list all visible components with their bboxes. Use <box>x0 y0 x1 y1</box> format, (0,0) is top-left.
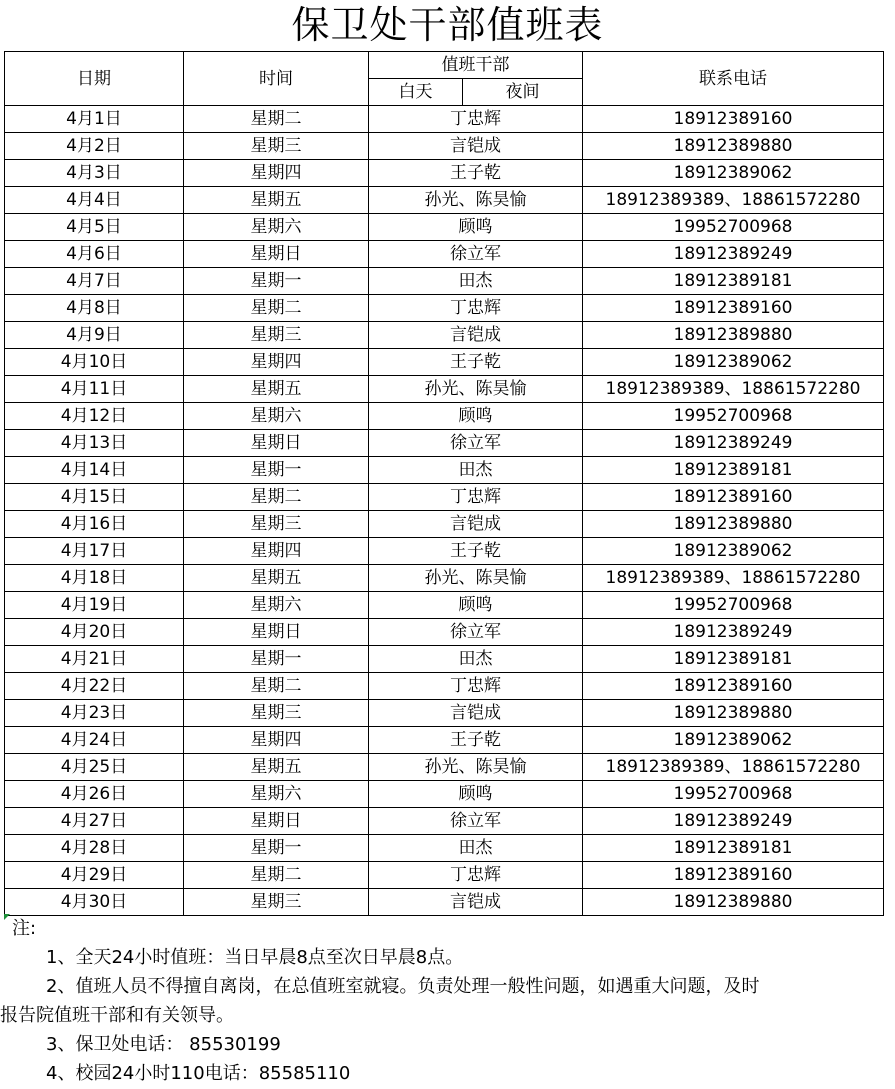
phone-cell[interactable]: 18912389160 <box>583 484 884 511</box>
date-cell[interactable]: 4月7日 <box>5 268 184 295</box>
date-cell[interactable]: 4月10日 <box>5 349 184 376</box>
weekday-cell[interactable]: 星期五 <box>184 754 369 781</box>
weekday-cell[interactable]: 星期四 <box>184 727 369 754</box>
date-cell[interactable]: 4月2日 <box>5 133 184 160</box>
note-item-1[interactable]: 1、全天24小时值班：当日早晨8点至次日早晨8点。 <box>46 947 464 968</box>
duty-name-cell[interactable]: 顾鸣 <box>369 214 583 241</box>
weekday-cell[interactable]: 星期四 <box>184 349 369 376</box>
date-cell[interactable]: 4月25日 <box>5 754 184 781</box>
duty-name-cell[interactable]: 丁忠辉 <box>369 295 583 322</box>
weekday-cell[interactable]: 星期日 <box>184 430 369 457</box>
date-cell[interactable]: 4月11日 <box>5 376 184 403</box>
duty-table <box>4 51 884 916</box>
duty-name-cell[interactable]: 田杰 <box>369 268 583 295</box>
table-row <box>5 538 884 565</box>
duty-name-cell[interactable]: 孙光、陈昊愉 <box>369 187 583 214</box>
phone-cell[interactable]: 18912389181 <box>583 457 884 484</box>
phone-cell[interactable]: 18912389160 <box>583 106 884 133</box>
phone-cell[interactable]: 18912389062 <box>583 349 884 376</box>
duty-name-cell[interactable]: 孙光、陈昊愉 <box>369 565 583 592</box>
date-cell[interactable]: 4月15日 <box>5 484 184 511</box>
weekday-cell[interactable]: 星期三 <box>184 889 369 916</box>
note-item-2[interactable]: 2、值班人员不得擅自离岗，在总值班室就寝。负责处理一般性问题，如遇重大问题，及时 <box>46 976 760 997</box>
table-row <box>5 889 884 916</box>
date-cell[interactable]: 4月4日 <box>5 187 184 214</box>
duty-name-cell[interactable]: 田杰 <box>369 835 583 862</box>
date-cell[interactable]: 4月8日 <box>5 295 184 322</box>
duty-name-cell[interactable]: 顾鸣 <box>369 403 583 430</box>
table-row <box>5 592 884 619</box>
duty-name-cell[interactable]: 丁忠辉 <box>369 862 583 889</box>
duty-name-cell[interactable]: 徐立军 <box>369 619 583 646</box>
phone-cell[interactable]: 18912389181 <box>583 835 884 862</box>
duty-name-cell[interactable]: 孙光、陈昊愉 <box>369 754 583 781</box>
date-cell[interactable]: 4月14日 <box>5 457 184 484</box>
duty-name-cell[interactable]: 丁忠辉 <box>369 106 583 133</box>
phone-cell[interactable]: 19952700968 <box>583 403 884 430</box>
duty-name-cell[interactable]: 王子乾 <box>369 727 583 754</box>
date-cell[interactable]: 4月19日 <box>5 592 184 619</box>
weekday-cell[interactable]: 星期一 <box>184 646 369 673</box>
notes-heading[interactable]: 注: <box>12 918 37 939</box>
weekday-cell[interactable]: 星期二 <box>184 673 369 700</box>
weekday-cell[interactable]: 星期五 <box>184 187 369 214</box>
phone-cell[interactable]: 18912389181 <box>583 268 884 295</box>
weekday-cell[interactable]: 星期六 <box>184 781 369 808</box>
weekday-cell[interactable]: 星期日 <box>184 241 369 268</box>
table-row <box>5 241 884 268</box>
duty-name-cell[interactable]: 丁忠辉 <box>369 484 583 511</box>
notes-section <box>0 914 895 1088</box>
weekday-cell[interactable]: 星期二 <box>184 862 369 889</box>
weekday-cell[interactable]: 星期三 <box>184 133 369 160</box>
table-row <box>5 781 884 808</box>
date-cell[interactable]: 4月20日 <box>5 619 184 646</box>
weekday-cell[interactable]: 星期一 <box>184 835 369 862</box>
phone-cell[interactable]: 18912389880 <box>583 889 884 916</box>
duty-name-cell[interactable]: 言铠成 <box>369 511 583 538</box>
table-row <box>5 268 884 295</box>
date-cell[interactable]: 4月1日 <box>5 106 184 133</box>
phone-cell[interactable]: 18912389880 <box>583 133 884 160</box>
weekday-cell[interactable]: 星期四 <box>184 160 369 187</box>
date-cell[interactable]: 4月17日 <box>5 538 184 565</box>
date-cell[interactable]: 4月22日 <box>5 673 184 700</box>
header-phone[interactable]: 联系电话 <box>583 52 884 106</box>
duty-name-cell[interactable]: 王子乾 <box>369 160 583 187</box>
table-row <box>5 106 884 133</box>
weekday-cell[interactable]: 星期六 <box>184 592 369 619</box>
page-title: 保卫处干部值班表 <box>291 3 604 47</box>
date-cell[interactable]: 4月9日 <box>5 322 184 349</box>
duty-name-cell[interactable]: 顾鸣 <box>369 592 583 619</box>
header-time[interactable]: 时间 <box>184 52 369 106</box>
header-duty[interactable]: 值班干部 <box>369 52 583 79</box>
phone-cell[interactable]: 18912389062 <box>583 727 884 754</box>
duty-name-cell[interactable]: 田杰 <box>369 646 583 673</box>
weekday-cell[interactable]: 星期四 <box>184 538 369 565</box>
duty-name-cell[interactable]: 王子乾 <box>369 538 583 565</box>
table-row <box>5 295 884 322</box>
phone-cell[interactable]: 19952700968 <box>583 214 884 241</box>
duty-name-cell[interactable]: 言铠成 <box>369 322 583 349</box>
phone-cell[interactable]: 18912389249 <box>583 808 884 835</box>
weekday-cell[interactable]: 星期五 <box>184 376 369 403</box>
date-cell[interactable]: 4月24日 <box>5 727 184 754</box>
phone-cell[interactable]: 18912389880 <box>583 511 884 538</box>
date-cell[interactable]: 4月12日 <box>5 403 184 430</box>
duty-name-cell[interactable]: 徐立军 <box>369 241 583 268</box>
date-cell[interactable]: 4月6日 <box>5 241 184 268</box>
date-cell[interactable]: 4月13日 <box>5 430 184 457</box>
table-row <box>5 511 884 538</box>
phone-cell[interactable]: 18912389062 <box>583 160 884 187</box>
phone-cell[interactable]: 18912389880 <box>583 700 884 727</box>
header-day[interactable]: 白天 <box>369 79 463 106</box>
weekday-cell[interactable]: 星期三 <box>184 322 369 349</box>
table-row <box>5 754 884 781</box>
table-row <box>5 376 884 403</box>
table-row <box>5 727 884 754</box>
weekday-cell[interactable]: 星期一 <box>184 457 369 484</box>
phone-cell[interactable]: 18912389389、18861572280 <box>583 376 884 403</box>
table-row <box>5 160 884 187</box>
phone-cell[interactable]: 18912389062 <box>583 538 884 565</box>
phone-cell[interactable]: 18912389249 <box>583 619 884 646</box>
duty-name-cell[interactable]: 丁忠辉 <box>369 673 583 700</box>
weekday-cell[interactable]: 星期三 <box>184 700 369 727</box>
table-row <box>5 349 884 376</box>
weekday-cell[interactable]: 星期二 <box>184 295 369 322</box>
phone-cell[interactable]: 18912389389、18861572280 <box>583 565 884 592</box>
table-row <box>5 835 884 862</box>
phone-cell[interactable]: 18912389249 <box>583 241 884 268</box>
header-night[interactable]: 夜间 <box>463 79 583 106</box>
date-cell[interactable]: 4月29日 <box>5 862 184 889</box>
note-item-4[interactable]: 4、校园24小时110电话：85585110 <box>46 1063 351 1084</box>
weekday-cell[interactable]: 星期日 <box>184 619 369 646</box>
note-item-2-continued[interactable]: 报告院值班干部和有关领导。 <box>0 1005 234 1026</box>
duty-name-cell[interactable]: 徐立军 <box>369 430 583 457</box>
weekday-cell[interactable]: 星期六 <box>184 403 369 430</box>
table-row <box>5 187 884 214</box>
duty-name-cell[interactable]: 言铠成 <box>369 133 583 160</box>
duty-name-cell[interactable]: 顾鸣 <box>369 781 583 808</box>
date-cell[interactable]: 4月26日 <box>5 781 184 808</box>
weekday-cell[interactable]: 星期二 <box>184 106 369 133</box>
phone-cell[interactable]: 18912389160 <box>583 862 884 889</box>
weekday-cell[interactable]: 星期一 <box>184 268 369 295</box>
note-item-3[interactable]: 3、保卫处电话： 85530199 <box>46 1034 281 1055</box>
date-cell[interactable]: 4月30日 <box>5 889 184 916</box>
phone-cell[interactable]: 18912389389、18861572280 <box>583 754 884 781</box>
phone-cell[interactable]: 18912389880 <box>583 322 884 349</box>
table-row <box>5 700 884 727</box>
phone-cell[interactable]: 18912389160 <box>583 673 884 700</box>
table-row <box>5 403 884 430</box>
table-row <box>5 322 884 349</box>
duty-name-cell[interactable]: 孙光、陈昊愉 <box>369 376 583 403</box>
weekday-cell[interactable]: 星期六 <box>184 214 369 241</box>
table-row <box>5 862 884 889</box>
table-row <box>5 673 884 700</box>
duty-name-cell[interactable]: 言铠成 <box>369 700 583 727</box>
phone-cell[interactable]: 19952700968 <box>583 592 884 619</box>
table-row <box>5 484 884 511</box>
phone-cell[interactable]: 18912389181 <box>583 646 884 673</box>
date-cell[interactable]: 4月28日 <box>5 835 184 862</box>
weekday-cell[interactable]: 星期五 <box>184 565 369 592</box>
table-row <box>5 133 884 160</box>
date-cell[interactable]: 4月23日 <box>5 700 184 727</box>
duty-name-cell[interactable]: 王子乾 <box>369 349 583 376</box>
phone-cell[interactable]: 19952700968 <box>583 781 884 808</box>
duty-name-cell[interactable]: 言铠成 <box>369 889 583 916</box>
date-cell[interactable]: 4月27日 <box>5 808 184 835</box>
date-cell[interactable]: 4月5日 <box>5 214 184 241</box>
duty-name-cell[interactable]: 田杰 <box>369 457 583 484</box>
phone-cell[interactable]: 18912389249 <box>583 430 884 457</box>
header-row <box>5 52 884 79</box>
date-cell[interactable]: 4月18日 <box>5 565 184 592</box>
duty-name-cell[interactable]: 徐立军 <box>369 808 583 835</box>
header-date[interactable]: 日期 <box>5 52 184 106</box>
date-cell[interactable]: 4月16日 <box>5 511 184 538</box>
weekday-cell[interactable]: 星期日 <box>184 808 369 835</box>
phone-cell[interactable]: 18912389160 <box>583 295 884 322</box>
table-row <box>5 214 884 241</box>
table-row <box>5 565 884 592</box>
table-row <box>5 457 884 484</box>
table-row <box>5 808 884 835</box>
date-cell[interactable]: 4月3日 <box>5 160 184 187</box>
table-row <box>5 430 884 457</box>
phone-cell[interactable]: 18912389389、18861572280 <box>583 187 884 214</box>
table-row <box>5 646 884 673</box>
table-row <box>5 619 884 646</box>
weekday-cell[interactable]: 星期二 <box>184 484 369 511</box>
weekday-cell[interactable]: 星期三 <box>184 511 369 538</box>
date-cell[interactable]: 4月21日 <box>5 646 184 673</box>
